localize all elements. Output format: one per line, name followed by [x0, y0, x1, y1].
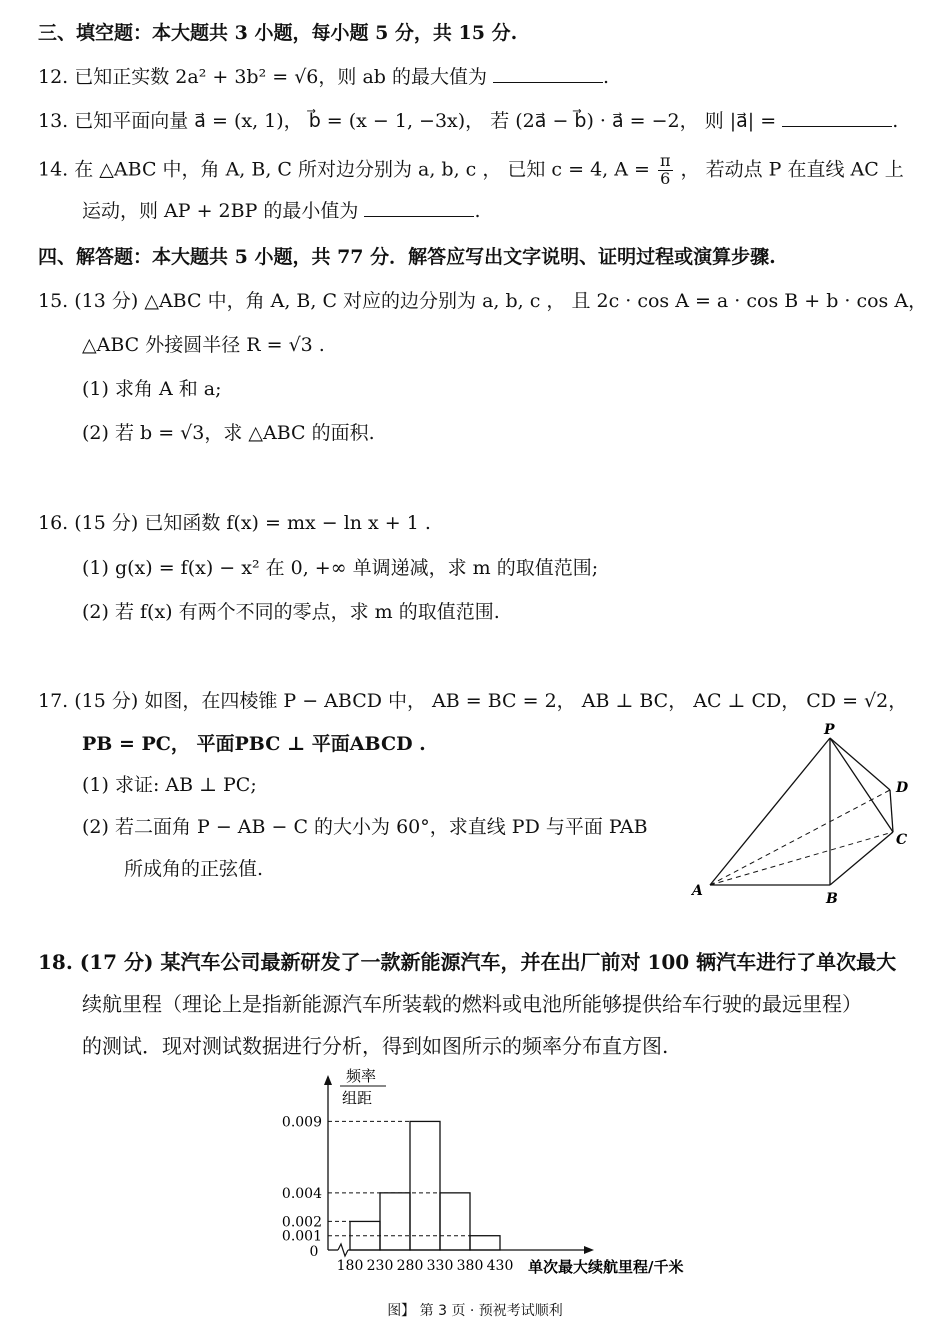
- q18-number: 18.: [38, 950, 73, 974]
- q16-line1: (15 分) 已知函数 f(x) = mx − ln x + 1 .: [74, 512, 431, 534]
- q12-number: 12.: [38, 66, 69, 88]
- q15-line1: (13 分) △ABC 中，角 A, B, C 对应的边分别为 a, b, c ， 且 2c · cos A = a · cos B + b · cos A，: [74, 290, 928, 312]
- q17-line2: PB = PC， 平面PBC ⊥ 平面ABCD .: [82, 733, 426, 755]
- x-tick-label: 230: [366, 1258, 394, 1274]
- q13-tail: .: [892, 110, 899, 132]
- y-tick-label: 0.002: [281, 1214, 322, 1231]
- q13-text: 已知平面向量 a⃗ = (x, 1)， b⃗ = (x − 1, −3x)， 若 (2a⃗ − b⃗) · a⃗ = −2， 则 |a⃗| =: [74, 110, 777, 132]
- q12-text: 已知正实数 2a² + 3b² = √6，则 ab 的最大值为: [74, 66, 487, 88]
- q17-line1: (15 分) 如图，在四棱锥 P − ABCD 中， AB = BC = 2， AB ⊥ BC， AC ⊥ CD， CD = √2，: [74, 690, 908, 712]
- q18-line1: (17 分) 某汽车公司最新研发了一款新能源汽车，并在出厂前对 100 辆汽车进行了单次最大: [79, 950, 897, 974]
- q14-frac-den: 6: [660, 168, 671, 188]
- y-tick-label: 0.001: [281, 1228, 322, 1245]
- histogram-bar: [440, 1193, 470, 1250]
- y-label-denominator: 组距: [342, 1089, 373, 1107]
- q14-fraction: [658, 153, 673, 188]
- y-axis-arrow: [324, 1075, 332, 1085]
- q17-part2b: 所成角的正弦值.: [124, 858, 264, 880]
- histogram-bar: [470, 1236, 500, 1250]
- q16-number: 16.: [38, 512, 69, 534]
- q15-part2: (2) 若 b = √3，求 △ABC 的面积.: [82, 422, 375, 444]
- q17-part1: (1) 求证: AB ⊥ PC;: [82, 774, 257, 796]
- x-tick-label: 430: [486, 1258, 514, 1274]
- question-16: [38, 512, 431, 535]
- label-B: B: [826, 891, 838, 907]
- q12-answer-blank[interactable]: [493, 68, 603, 83]
- q12-tail: .: [603, 66, 610, 88]
- page-footer: 图】 第 3 页 · 预祝考试顺利: [387, 1303, 563, 1319]
- label-D: D: [896, 780, 909, 796]
- question-17: [38, 690, 907, 713]
- x-tick-label: 380: [456, 1258, 484, 1274]
- pyramid-figure: [680, 720, 920, 910]
- q14-text-c: 运动，则 AP + 2BP 的最小值为: [82, 200, 359, 222]
- q18-line2: 续航里程（理论上是指新能源汽车所装载的燃料或电池所能够提供给车行驶的最远里程）: [82, 992, 862, 1016]
- histogram-bar: [410, 1121, 440, 1250]
- x-axis-arrow: [584, 1246, 594, 1254]
- q16-part2: (2) 若 f(x) 有两个不同的零点，求 m 的取值范围.: [82, 601, 500, 623]
- section3-header: 三、填空题：本大题共 3 小题，每小题 5 分，共 15 分.: [38, 22, 518, 44]
- section4-header: 四、解答题：本大题共 5 小题，共 77 分．解答应写出文字说明、证明过程或演算步骤.: [38, 246, 776, 268]
- x-tick-label: 180: [336, 1258, 364, 1274]
- question-13: [38, 110, 898, 133]
- q14-number: 14.: [38, 158, 69, 181]
- q18-line3: 的测试．现对测试数据进行分析，得到如图所示的频率分布直方图.: [82, 1034, 669, 1058]
- q14-frac-num: π: [659, 151, 671, 170]
- x-tick-label: 280: [396, 1258, 424, 1274]
- histogram-chart: [260, 1065, 730, 1280]
- q15-number: 15.: [38, 290, 69, 312]
- label-C: C: [896, 832, 908, 848]
- q15-part1: (1) 求角 A 和 a;: [82, 378, 222, 400]
- q14-answer-blank[interactable]: [364, 202, 474, 217]
- question-18: [38, 950, 896, 974]
- q17-number: 17.: [38, 690, 69, 712]
- q14-text-b: ， 若动点 P 在直线 AC 上: [680, 158, 904, 181]
- q13-answer-blank[interactable]: [782, 112, 892, 127]
- q14-text-a: 在 △ABC 中，角 A, B, C 所对边分别为 a, b, c ， 已知 c = 4, A =: [74, 158, 650, 181]
- y-origin-label: 0: [309, 1244, 319, 1260]
- label-P: P: [824, 722, 835, 738]
- label-A: A: [692, 883, 703, 899]
- y-tick-label: 0.009: [281, 1114, 322, 1131]
- question-15: [38, 290, 927, 313]
- x-axis-label: 单次最大续航里程/千米: [528, 1258, 684, 1276]
- question-14: [38, 153, 904, 188]
- q14-tail: .: [474, 200, 481, 222]
- y-label-numerator: 频率: [346, 1067, 377, 1085]
- q15-line2: △ABC 外接圆半径 R = √3 .: [82, 334, 325, 356]
- histogram-bar: [380, 1193, 410, 1250]
- q16-part1: (1) g(x) = f(x) − x² 在 0, +∞ 单调递减，求 m 的取值范围;: [82, 557, 599, 579]
- q13-number: 13.: [38, 110, 69, 132]
- x-tick-label: 330: [426, 1258, 454, 1274]
- question-12: [38, 66, 609, 89]
- q17-part2: (2) 若二面角 P − AB − C 的大小为 60°，求直线 PD 与平面 PAB: [82, 816, 648, 838]
- x-axis-break: [338, 1244, 348, 1256]
- question-14-cont: [82, 200, 481, 223]
- y-tick-label: 0.004: [281, 1185, 322, 1202]
